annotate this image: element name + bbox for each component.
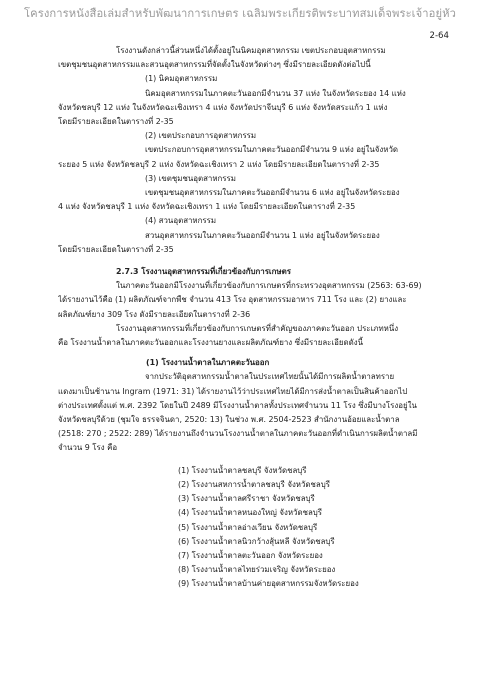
subsection-heading: (1) โรงงานน้ำตาลในภาคตะวันออก bbox=[146, 358, 270, 368]
list-item: (1) โรงงานน้ำตาลชลบุรี จังหวัดชลบุรี bbox=[178, 465, 307, 475]
paragraph-line: เขตชุมชนอุตสาหกรรมในภาคตะวันออกมีจำนวน 6 แห่ง อยู่ในจังหวัดระยอง bbox=[145, 188, 400, 198]
paragraph-line: โดยมีรายละเอียดในตารางที่ 2-35 bbox=[58, 244, 174, 254]
page-number: 2-64 bbox=[429, 31, 449, 41]
paragraph-line: จากประวัติอุตสาหกรรมน้ำตาลในประเทศไทยนั้นได้มีการผลิตน้ำตาลทราย bbox=[145, 372, 395, 382]
subheading: (1) นิคมอุตสาหกรรม bbox=[145, 74, 218, 84]
paragraph-line: ในภาคตะวันออกมีโรงงานที่เกี่ยวข้องกับการเกษตรที่กระทรวงอุตสาหกรรม (2563: 63-69) bbox=[116, 281, 422, 291]
paragraph-line: โรงงานอุตสาหกรรมที่เกี่ยวข้องกับการเกษตรที่สำคัญของภาคตะวันออก ประเภทหนึ่ง bbox=[116, 323, 399, 333]
paragraph-line: ระยอง 5 แห่ง จังหวัดชลบุรี 2 แห่ง จังหวัดฉะเชิงเทรา 2 แห่ง โดยมีรายละเอียดในตารางที่ 2-35 bbox=[58, 159, 380, 169]
list-item: (9) โรงงานน้ำตาลบ้านค่ายอุตสาหกรรมจังหวัดระยอง bbox=[178, 579, 359, 589]
paragraph-line: นิคมอุตสาหกรรมในภาคตะวันออกมีจำนวน 37 แห่ง ในจังหวัดระยอง 14 แห่ง bbox=[145, 88, 406, 98]
section-heading: 2.7.3 โรงงานอุตสาหกรรมที่เกี่ยวข้องกับการเกษตร bbox=[116, 267, 291, 277]
paragraph-line: คือ โรงงานน้ำตาลในภาคตะวันออกและโรงงานยางและผลิตภัณฑ์ยาง ซึ่งมีรายละเอียดดังนี้ bbox=[58, 338, 363, 348]
paragraph-line: เขตประกอบการอุตสาหกรรมในภาคตะวันออกมีจำนวน 9 แห่ง อยู่ในจังหวัด bbox=[145, 145, 399, 155]
page-header: โครงการหนังสือเล่มสำหรับพัฒนาการเกษตร เฉลิมพระเกียรติพระบาทสมเด็จพระเจ้าอยู่หัว bbox=[24, 7, 456, 20]
paragraph-line: จำนวน 9 โรง คือ bbox=[58, 443, 118, 453]
paragraph-line: แดงมาเป็นช้านาน Ingram (1971: 31) ได้รายงานไว้ว่าประเทศไทยได้มีการส่งน้ำตาลเป็นสินค้าออกไป bbox=[58, 386, 408, 396]
list-item: (7) โรงงานน้ำตาลตะวันออก จังหวัดระยอง bbox=[178, 550, 323, 560]
subheading: (4) สวนอุตสาหกรรม bbox=[145, 216, 217, 226]
list-item: (2) โรงงานสหการน้ำตาลชลบุรี จังหวัดชลบุรี bbox=[178, 479, 330, 489]
paragraph-line: จังหวัดชลบุรีด้วย (ชุมใจ ธรรจจินดา, 2520: 13) ในช่วง พ.ศ. 2504-2523 สำนักงานอ้อยและน้ำตาล bbox=[58, 415, 400, 425]
list-item: (8) โรงงานน้ำตาลไทยร่วมเจริญ จังหวัดระยอง bbox=[178, 565, 336, 575]
paragraph-line: โดยมีรายละเอียดในตารางที่ 2-35 bbox=[58, 117, 174, 127]
subheading: (2) เขตประกอบการอุตสาหกรรม bbox=[145, 131, 257, 141]
list-item: (3) โรงงานน้ำตาลศรีราชา จังหวัดชลบุรี bbox=[178, 494, 315, 504]
list-item: (5) โรงงานน้ำตาลอ่างเวียน จังหวัดชลบุรี bbox=[178, 522, 318, 532]
list-item: (6) โรงงานน้ำตาลนิวกว้างสุ้นหลี จังหวัดชลบุรี bbox=[178, 536, 335, 546]
subheading: (3) เขตชุมชนอุตสาหกรรม bbox=[145, 173, 236, 183]
list-item: (4) โรงงานน้ำตาลหนองใหญ่ จังหวัดชลบุรี bbox=[178, 508, 323, 518]
paragraph-line: 4 แห่ง จังหวัดชลบุรี 1 แห่ง จังหวัดฉะเชิงเทรา 1 แห่ง โดยมีรายละเอียดในตารางที่ 2-35 bbox=[58, 202, 356, 212]
paragraph-line: ได้รายงานไว้คือ (1) ผลิตภัณฑ์จากพืช จำนวน 413 โรง อุตสาหกรรมอาหาร 711 โรง และ (2) ยางและ bbox=[58, 295, 407, 305]
paragraph-line: เขตชุมชนอุตสาหกรรมและสวนอุตสาหกรรมที่จัดตั้งในจังหวัดต่างๆ ซึ่งมีรายละเอียดดังต่อไปนี้ bbox=[58, 60, 371, 70]
paragraph-line: สวนอุตสาหกรรมในภาคตะวันออกมีจำนวน 1 แห่ง อยู่ในจังหวัดระยอง bbox=[145, 230, 380, 240]
paragraph-line: ผลิตภัณฑ์ยาง 309 โรง ดังมีรายละเอียดในตารางที่ 2-36 bbox=[58, 309, 251, 319]
document-body bbox=[58, 44, 452, 592]
paragraph-line: ต่างประเทศตั้งแต่ พ.ศ. 2392 โดยในปี 2489 มีโรงงานน้ำตาลทั้งประเทศจำนวน 11 โรง ซึ่งมีบางโรงอยู่ใน bbox=[58, 400, 417, 410]
paragraph-line: โรงงานดังกล่าวนี้ส่วนหนึ่งได้ตั้งอยู่ในนิคมอุตสาหกรรม เขตประกอบอุตสาหกรรม bbox=[116, 46, 386, 55]
paragraph-line: (2518: 270 ; 2522: 289) ได้รายงานถึงจำนวนโรงงานน้ำตาลในภาคตะวันออกที่ดำเนินการผลิตน้ำตาลมี bbox=[58, 429, 418, 439]
paragraph-line: จังหวัดชลบุรี 12 แห่ง ในจังหวัดฉะเชิงเทรา 4 แห่ง จังหวัดปราจีนบุรี 6 แห่ง จังหวัดสระแก้ว 1 แห่ง bbox=[58, 102, 388, 112]
